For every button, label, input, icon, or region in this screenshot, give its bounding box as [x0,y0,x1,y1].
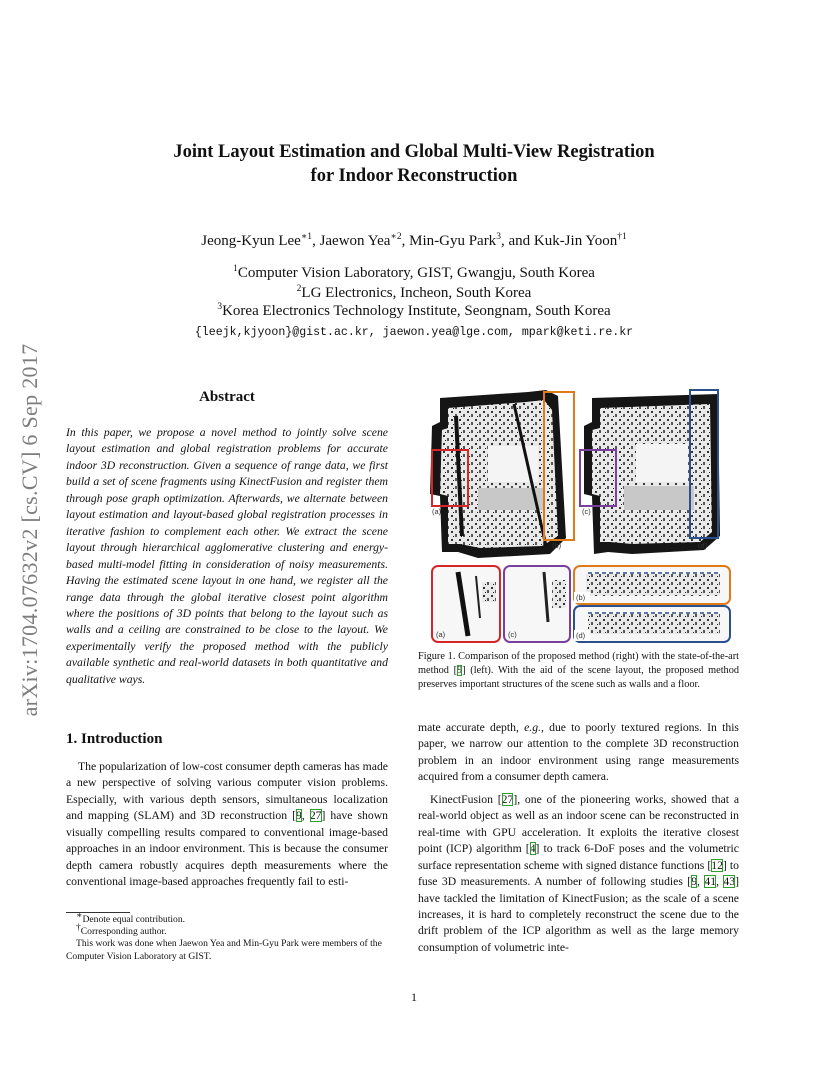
body-text: e.g. [524,721,541,734]
author-list [0,233,828,250]
author-affiliation-mark: ∗1 [300,232,313,242]
author-separator: , [312,233,320,249]
footnotes [66,910,388,963]
body-text: , [716,875,724,889]
paper-title-line-2: for Indoor Reconstruction [310,166,518,186]
author-affiliation-mark: 3 [496,232,501,242]
arxiv-stamp-text: arXiv:1704.07632v2 [cs.CV] 6 Sep 2017 [17,343,42,717]
paper-title-line-1: Joint Layout Estimation and Global Multi-View Registration [173,142,655,162]
footnote-mark: ∗ [76,910,83,921]
right-reconstruction-image [584,394,720,554]
author-separator: , and [500,233,534,249]
body-text: The popularization of low-cost consumer depth cameras has made a new perspective of solving various computer vision problems. Especially, with various depth sensors, simultaneous localization and mapping (SLAM) and 3D reconstruction [ [66,760,388,823]
body-text: KinectFusion [ [430,792,502,806]
svg-text:(c): (c) [508,630,517,639]
citation-link[interactable]: 27 [501,792,514,806]
left-reconstruction-image [430,390,566,558]
author-name: Jaewon Yea [319,233,391,249]
body-paragraph [418,792,739,957]
author-name: Min-Gyu Park [409,233,497,249]
svg-text:(b): (b) [576,593,586,602]
author-name: Jeong-Kyun Lee [201,233,301,249]
author-name: Kuk-Jin Yoon [533,233,618,249]
page-number: 1 [411,990,417,1004]
figure-label-a: (a) [432,507,442,516]
body-text: ] to fuse 3D measurements. A number of following studies [ [418,858,739,889]
svg-text:(a): (a) [436,630,446,639]
affiliation-text: Computer Vision Laboratory, GIST, Gwangju, South Korea [237,265,595,281]
inset-a [432,566,500,642]
citation-link[interactable]: 9 [296,809,302,823]
affiliation-text: LG Electronics, Incheon, South Korea [301,285,532,301]
figure-1-caption [418,650,739,693]
svg-text:(d): (d) [576,631,586,640]
body-paragraph [418,720,739,786]
abstract-body: In this paper, we propose a novel method to jointly solve scene layout estimation and global registration problems for accurate indoor 3D reconstruction. Given a sequence of range data, we first build a set of scene fragments using KinectFusion and register them through pose graph optimization. Afterwards, we alternate between layout estimation and layout-based global registration processes in iterative fashion to complement each other. We extract the scene layout through hierarchical agglomerative clustering and energy-based multi-model fitting in consideration of noisy measurements. Having the estimated scene layout in one hand, we register all the range data through the global iterative closest point algorithm where the positions of 3D points that belong to the layout such as walls and a ceiling are constrained to be close to the layout. We experimentally verify the proposed method with the publicly available synthetic and real-world datasets in both quantitative and qualitative ways. [66,426,388,686]
citation-link[interactable]: 43 [723,875,736,889]
body-text: , due to poorly textured regions. In this paper, we narrow our attention to the complete 3D reconstruction problem in an indoor environment using range measurements acquired from a consumer depth camera. [418,721,739,784]
inset-d [574,606,730,642]
footnote-text: This work was done when Jaewon Yea and Min-Gyu Park were members of the Computer Vision Laboratory at GIST. [66,938,382,962]
right-column-text [418,720,739,956]
affiliation-text: Korea Electronics Technology Institute, Seongnam, South Korea [222,303,611,319]
footnote-text: Denote equal contribution. [82,914,186,925]
body-text: , [301,809,310,823]
author-separator: , [401,233,410,249]
footnote-text: Corresponding author. [80,926,167,938]
figure-1-reconstruction-comparison [418,386,740,646]
affiliation-2 [0,285,828,302]
body-text: mate accurate depth, [418,721,525,734]
body-text: ], one of the pioneering works, showed that a real-world object as well as an indoor scene can be reconstructed in real-time with GPU acceleration. It exploits the iterative closest point (ICP) algorithm [ [418,792,740,856]
citation-link[interactable]: 9 [691,875,698,889]
body-text: ] have tackled the limitation of KinectFusion; as the scale of a scene increases, it is hard to completely reconstruct the scene due to the drift problem of the ICP algorithm as well as the large memory consumption of volumetric inte- [418,875,740,954]
footnote-mark: † [76,923,81,934]
inset-c [504,566,570,642]
affiliation-mark: 1 [233,264,238,274]
affiliation-mark: 2 [296,284,302,294]
abstract-heading: Abstract [199,389,255,405]
citation-link[interactable]: 4 [529,842,536,856]
body-text: ] have shown visually compelling results compared to conventional image-based approaches in an indoor environment. This is because the consumer depth camera robustly acquires depth measurements where the conventional image-based approaches frequently fail to esti- [66,809,389,889]
citation-link[interactable]: 41 [704,875,717,889]
citation-link[interactable]: 9 [457,665,463,677]
inset-b [574,566,730,604]
figure-label-c: (c) [582,507,591,516]
body-text: , [697,875,705,889]
figure-label-d: (d) [698,541,708,550]
affiliation-3 [0,303,828,320]
footnote-1 [66,910,388,926]
affiliation-1 [0,265,828,282]
body-text: ] to track 6-DoF poses and the volumetric surface representation scheme with signed distance functions [ [418,842,739,872]
author-affiliation-mark: †1 [617,232,627,242]
section-heading-introduction: 1. Introduction [66,731,163,747]
arxiv-stamp [12,290,48,770]
affiliation-mark: 3 [217,302,223,312]
caption-text: Figure 1. Comparison of the proposed method (right) with the state-of-the-art method [ [418,651,739,677]
figure-label-b: (b) [552,541,562,550]
citation-link[interactable]: 27 [309,809,322,823]
footnote-2 [66,923,388,938]
citation-link[interactable]: 12 [711,858,723,872]
author-affiliation-mark: ∗2 [390,232,402,242]
intro-paragraph-1 [66,759,388,891]
caption-text: ] (left). With the aid of the scene layout, the proposed method preserves important structures of the scene such as walls and a floor. [418,665,739,691]
author-emails: {leejk,kjyoon}@gist.ac.kr, jaewon.yea@lge.com, mpark@keti.re.kr [194,326,634,339]
footnote-3 [66,938,388,962]
